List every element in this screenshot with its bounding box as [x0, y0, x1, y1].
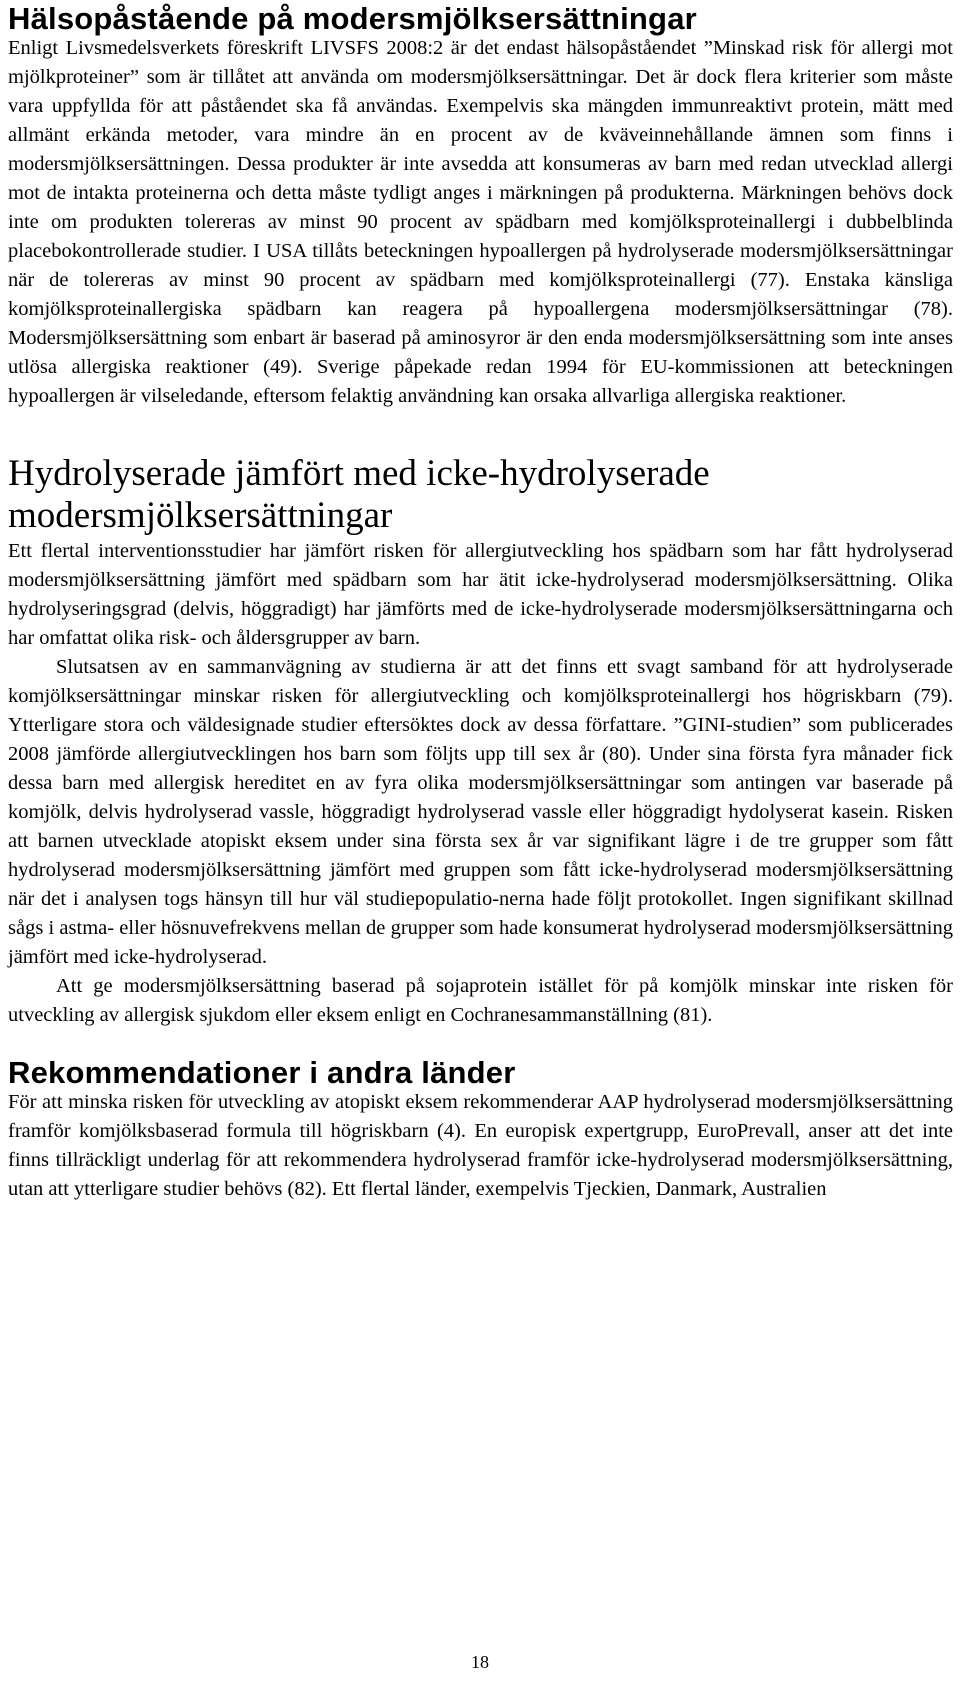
document-page — [8, 0, 953, 1204]
section-heading-health-claims: Hälsopåstående på modersmjölksersättningar — [8, 1, 697, 36]
paragraph-recommendations: För att minska risken för utveckling av atopiskt eksem rekommenderar AAP hydrolyserad modersmjölksersättning framför komjölksbaserad formula till högriskbarn (4). En europisk expertgrupp, EuroPrevall, anser att det inte finns tillräckligt underlag för att rekommendera hydrolyserad framför icke-hydrolyserad modersmjölksersättning, utan att ytterligare studier behövs (82). Ett flertal länder, exempelvis Tjeckien, Danmark, Australien — [8, 1091, 953, 1200]
paragraph-health-claims: Enligt Livsmedelsverkets föreskrift LIVSFS 2008:2 är det endast hälsopåståendet ”Minskad risk för allergi mot mjölkproteiner” som är tillåtet att använda om modersmjölksersättningar. Det är dock flera kriterier som måste vara uppfyllda för att påståendet ska få användas. Exempelvis ska mängden immunreaktivt protein, mätt med allmänt erkända metoder, vara mindre än en procent av de kväveinnehållande ämnen som finns i modersmjölksersättningen. Dessa produkter är inte avsedda att konsumeras av barn med redan utvecklad allergi mot de intakta proteinerna och detta måste tydligt anges i märkningen på produkterna. Märkningen behövs dock inte om produkten tolereras av minst 90 procent av spädbarn med komjölksproteinallergi i dubbelblinda placebokontrollerade studier. I USA tillåts beteckningen hypoallergen på hydrolyserade modersmjölksersättningar när de tolereras av minst 90 procent av spädbarn med komjölksproteinallergi (77). Enstaka känsliga komjölksproteinallergiska spädbarn kan reagera på hypoallergena modersmjölksersättningar (78). Modersmjölksersättning som enbart är baserad på aminosyror är den enda modersmjölksersättning som inte anses utlösa allergiska reaktioner (49). Sverige påpekade redan 1994 för EU-kommissionen att beteckningen hypoallergen är vilseledande, eftersom felaktig användning kan orsaka allvarliga allergiska reaktioner. — [8, 37, 953, 407]
paragraph-soy-protein: Att ge modersmjölksersättning baserad på sojaprotein istället för på komjölk minskar inte risken för utveckling av allergisk sjukdom eller eksem enligt en Cochranesammanställning (81). — [8, 975, 953, 1026]
paragraph-intervention-studies: Ett flertal interventionsstudier har jämfört risken för allergiutveckling hos spädbarn som har fått hydrolyserad modersmjölksersättning jämfört med spädbarn som har ätit icke-hydrolyserad modersmjölksersättning. Olika hydrolyseringsgrad (delvis, höggradigt) har jämförts med de icke-hydrolyserade modersmjölksersättningarna och har omfattat olika risk- och åldersgrupper av barn. — [8, 540, 953, 649]
section-heading-hydrolysed-comparison: Hydrolyserade jämfört med icke-hydrolyserade modersmjölksersättningar — [8, 453, 710, 536]
page-number: 18 — [471, 1652, 489, 1672]
paragraph-conclusion-studies: Slutsatsen av en sammanvägning av studierna är att det finns ett svagt samband för att hydrolyserade komjölksersättningar minskar risken för allergiutveckling och komjölksproteinallergi hos högriskbarn (79). Ytterligare stora och väldesignade studier eftersöktes dock av dessa författare. ”GINI-studien” som publicerades 2008 jämförde allergiutvecklingen hos barn som följts upp till sex år (80). Under sina första fyra månader fick dessa barn med allergisk hereditet en av fyra olika modersmjölksersättningar som antingen var baserade på komjölk, delvis hydrolyserad vassle, höggradigt hydrolyserad vassle eller höggradigt hydolyserat kasein. Risken att barnen utvecklade atopiskt eksem under sina första sex år var signifikant lägre i de tre grupper som fått hydrolyserad modersmjölksersättning jämfört med gruppen som fått icke-hydrolyserad modersmjölksersättning när det i analysen togs hänsyn till hur väl studiepopulatio-nerna hade följt protokollet. Ingen signifikant skillnad sågs i astma- eller hösnuvefrekvens mellan de grupper som hade konsumerat hydrolyserad modersmjölksersättning jämfört med icke-hydrolyserad. — [8, 656, 953, 968]
section-heading-recommendations: Rekommendationer i andra länder — [8, 1055, 516, 1090]
